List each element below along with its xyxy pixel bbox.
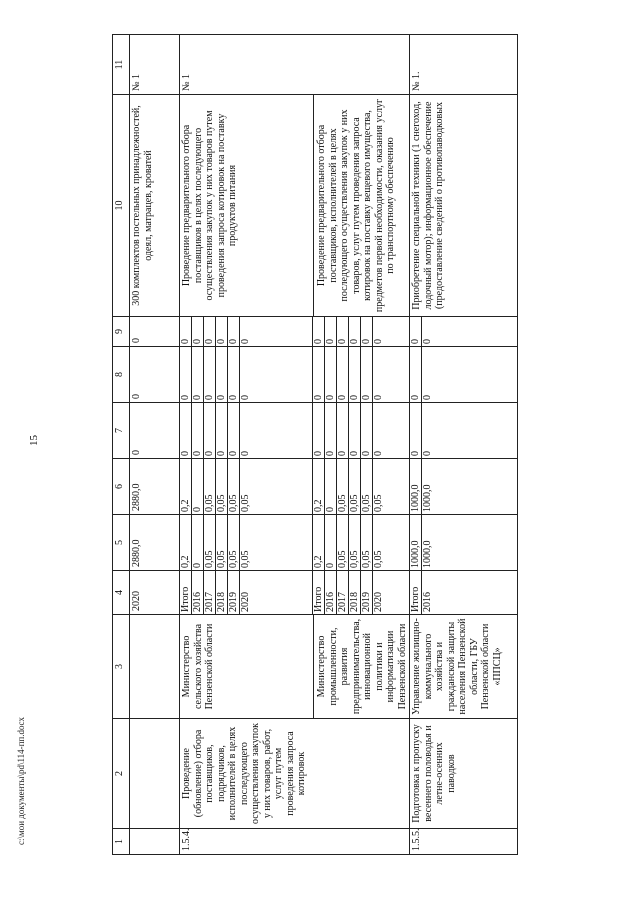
value: 2016 xyxy=(192,571,204,614)
value: 0,05 xyxy=(337,459,349,514)
value: 0,05 xyxy=(361,515,373,570)
cell-c6 xyxy=(410,459,518,515)
table-row-1-5-4 xyxy=(180,35,410,855)
value: 0,05 xyxy=(240,550,251,568)
value: 0 xyxy=(228,317,240,346)
value: 2019 xyxy=(361,571,373,614)
value: 0,05 xyxy=(240,494,251,512)
value: 0 xyxy=(192,347,204,402)
col-header: 7 xyxy=(113,403,130,459)
rotated-table-sheet xyxy=(112,35,624,855)
value: 0,2 xyxy=(313,515,325,570)
value: Итого xyxy=(180,571,192,614)
cell-result xyxy=(180,95,410,317)
value: 2017 xyxy=(337,571,349,614)
value: 0,2 xyxy=(313,459,325,514)
col-header: 9 xyxy=(113,317,130,347)
value: 0,05 xyxy=(228,515,240,570)
value: 1000,0 xyxy=(410,515,422,570)
value: 0 xyxy=(192,403,204,458)
cell-result: 300 комплектов постельных принадлежностей, одеял, матрацев, кроватей xyxy=(130,95,180,317)
value: 0 xyxy=(361,317,373,346)
value: 0 xyxy=(337,317,349,346)
cell-c9 xyxy=(410,317,518,347)
result-2: Проведение предварительного отбора поставщиков, исполнителей в целях последующего осуществления закупок у них товаров, услуг путем проведения запроса котировок на поставку вещевого имущества, предметов первой необходимости, оказания услуг по транспортному обеспечению xyxy=(313,95,397,316)
value: 2019 xyxy=(228,571,240,614)
value: 0 xyxy=(216,347,228,402)
value: 0,05 xyxy=(216,515,228,570)
value: 0 xyxy=(349,403,361,458)
cell-c5: 2880,0 xyxy=(130,515,180,571)
value: 2017 xyxy=(204,571,216,614)
value: 2020 xyxy=(373,592,384,612)
value: 0 xyxy=(325,403,337,458)
cell-c7 xyxy=(180,403,410,459)
cell-c7: 0 xyxy=(130,403,180,459)
cell-num xyxy=(130,829,180,855)
value: 0 xyxy=(204,347,216,402)
table-row xyxy=(130,35,180,855)
value: 2018 xyxy=(349,571,361,614)
value: 0 xyxy=(192,459,204,514)
value: 1000,0 xyxy=(422,540,433,568)
value: 0,05 xyxy=(228,459,240,514)
cell-link: № 1 xyxy=(130,35,180,95)
col-header: 11 xyxy=(113,35,130,95)
cell-c8 xyxy=(180,347,410,403)
value: 0 xyxy=(373,395,384,400)
value: 0,05 xyxy=(373,550,384,568)
cell-c9 xyxy=(180,317,410,347)
value: 0 xyxy=(240,395,251,400)
cell-executor xyxy=(180,615,410,719)
value: 0 xyxy=(325,317,337,346)
cell-c5 xyxy=(410,515,518,571)
cell-executor: Управление жилищно-коммунального хозяйства и гражданской защиты населения Пензенской области, ГБУ Пензенской области «ППСЦ» xyxy=(410,615,518,719)
value: 0 xyxy=(325,347,337,402)
value: 0 xyxy=(349,347,361,402)
page-number: 15 xyxy=(28,435,40,446)
program-table xyxy=(112,34,518,855)
value: 0 xyxy=(373,339,384,344)
value: 0 xyxy=(337,403,349,458)
cell-c5 xyxy=(180,515,410,571)
value: 0,05 xyxy=(349,515,361,570)
value: 0 xyxy=(313,317,325,346)
cell-year xyxy=(410,571,518,615)
cell-c8: 0 xyxy=(130,347,180,403)
value: 0 xyxy=(410,317,422,346)
value: 2020 xyxy=(240,592,251,612)
value: 0 xyxy=(325,459,337,514)
value: 0,05 xyxy=(361,459,373,514)
value: 0 xyxy=(240,339,251,344)
cell-c9: 0 xyxy=(130,317,180,347)
value: 0,05 xyxy=(204,459,216,514)
executor-1: Министерство сельского хозяйства Пензенской области xyxy=(181,623,215,710)
value: 0 xyxy=(422,339,433,344)
value: 0 xyxy=(422,395,433,400)
value: 1000,0 xyxy=(410,459,422,514)
value: 0 xyxy=(410,403,422,458)
header-row xyxy=(113,35,130,855)
value: 0 xyxy=(373,451,384,456)
value: 0,2 xyxy=(180,459,192,514)
value: 2016 xyxy=(422,592,433,612)
cell-c6: 2880,0 xyxy=(130,459,180,515)
result-1: Проведение предварительного отбора поставщиков в целях последующего осуществления закупок у них товаров путем проведения запроса котировок на поставку продуктов питания xyxy=(181,110,238,301)
col-header: 6 xyxy=(113,459,130,515)
value: 0 xyxy=(361,403,373,458)
col-header: 2 xyxy=(113,719,130,829)
footer-path: c:\мои документы\pd\114-пп.docx xyxy=(16,717,26,845)
value: Итого xyxy=(410,571,422,614)
cell-num: 1.5.4. xyxy=(180,829,410,855)
value: Итого xyxy=(313,571,325,614)
value: 0 xyxy=(313,403,325,458)
cell-name: Подготовка к пропуску весеннего половодья и летне-осенних паводков xyxy=(410,719,518,829)
cell-c8 xyxy=(410,347,518,403)
col-header: 10 xyxy=(113,95,130,317)
value: 0 xyxy=(410,347,422,402)
value: 0 xyxy=(204,403,216,458)
value: 0 xyxy=(228,403,240,458)
value: 0 xyxy=(349,317,361,346)
value: 0 xyxy=(240,451,251,456)
value: 0 xyxy=(204,317,216,346)
value: 0 xyxy=(180,347,192,402)
cell-link: № 1 xyxy=(180,35,410,95)
value: 1000,0 xyxy=(422,484,433,512)
cell-executor xyxy=(130,615,180,719)
cell-c6 xyxy=(180,459,410,515)
col-header: 3 xyxy=(113,615,130,719)
value: 0 xyxy=(228,347,240,402)
cell-result: Приобретение специальной техники (1 снегоход, лодочный мотор); информационное обеспечение (предоставление сведений о противопаводковых xyxy=(410,95,518,317)
value: 0 xyxy=(180,403,192,458)
value: 0,05 xyxy=(373,494,384,512)
value: 0,05 xyxy=(204,515,216,570)
value: 0 xyxy=(313,347,325,402)
cell-num: 1.5.5. xyxy=(410,829,518,855)
executor-2: Министерство промышленности, развития предпринимательства, инновационной политики и информатизации Пензенской области xyxy=(313,615,408,718)
value: 2016 xyxy=(325,571,337,614)
cell-year xyxy=(180,571,410,615)
value: 0 xyxy=(192,515,204,570)
col-header: 8 xyxy=(113,347,130,403)
value: 0,05 xyxy=(216,459,228,514)
value: 2018 xyxy=(216,571,228,614)
col-header: 1 xyxy=(113,829,130,855)
cell-c7 xyxy=(410,403,518,459)
value: 0 xyxy=(361,347,373,402)
cell-name: Проведение (обновление) отбора поставщиков, подрядчиков, исполнителей в целях последующего осуществления закупок у них товаров, работ, услуг путем проведения запроса котировок xyxy=(180,719,410,829)
col-header: 5 xyxy=(113,515,130,571)
cell-name xyxy=(130,719,180,829)
value: 0,05 xyxy=(337,515,349,570)
value: 0 xyxy=(216,317,228,346)
col-header: 4 xyxy=(113,571,130,615)
value: 0,05 xyxy=(349,459,361,514)
value: 0,2 xyxy=(180,515,192,570)
value: 0 xyxy=(216,403,228,458)
value: 0 xyxy=(192,317,204,346)
value: 0 xyxy=(337,347,349,402)
cell-year: 2020 xyxy=(130,571,180,615)
table-row-1-5-5 xyxy=(410,35,518,855)
value: 0 xyxy=(422,451,433,456)
cell-link: № 1. xyxy=(410,35,518,95)
value: 0 xyxy=(180,317,192,346)
value: 0 xyxy=(325,515,337,570)
